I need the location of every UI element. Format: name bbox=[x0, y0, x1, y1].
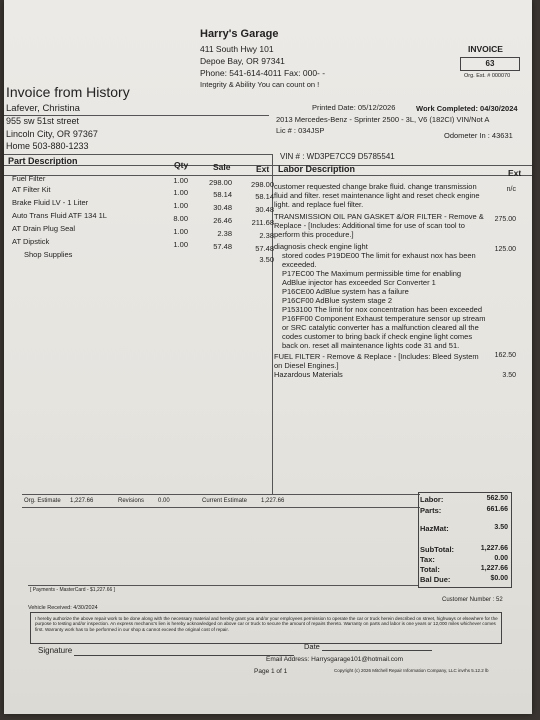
customer-number: Customer Number : 52 bbox=[442, 597, 503, 603]
part-desc-1: AT Filter Kit bbox=[12, 185, 51, 194]
part-desc-3: Auto Trans Fluid ATF 134 1L bbox=[12, 211, 107, 220]
page-title: Invoice from History bbox=[6, 84, 130, 100]
revisions-label: Revisions bbox=[118, 498, 145, 504]
total-value-bal-due: $0.00 bbox=[490, 575, 508, 582]
part-ext-4: 2.38 bbox=[259, 231, 274, 240]
part-ext-0: 298.00 bbox=[251, 180, 274, 189]
total-value-labor: 562.50 bbox=[486, 495, 508, 502]
revisions-value: 0.00 bbox=[158, 498, 170, 504]
part-qty-1: 1.00 bbox=[173, 188, 188, 197]
labor-line-8: P16FF00 Component Exhaust temperature sensor up stream or SRC catalytic converter has a malfunction cleared all the codes customer to bring back if check engine light comes back on. reset all maintenance lights code 31 and 51. bbox=[282, 314, 486, 350]
shop-phone: Phone: 541-614-4011 Fax: 000- - bbox=[200, 68, 326, 78]
total-value-hazmat: 3.50 bbox=[494, 524, 508, 531]
customer-city: Lincoln City, OR 97367 bbox=[6, 129, 98, 139]
total-label-hazmat: HazMat: bbox=[420, 524, 449, 533]
total-label-bal-due: Bal Due: bbox=[420, 575, 451, 584]
labor-line-4: P17EC00 The Maximum permissible time for enabling AdBlue injector has exceeded Scr Converter 1 bbox=[282, 269, 462, 287]
labor-line-1: TRANSMISSION OIL PAN GASKET &/OR FILTER - Remove & Replace - [Includes: Additional time for use of scan tool to perform this procedure.] bbox=[274, 212, 484, 239]
vehicle-odometer: Odometer In : 43631 bbox=[444, 131, 513, 140]
labor-amount-9: 162.50 bbox=[494, 352, 516, 359]
labor-line-9: FUEL FILTER - Remove & Replace - [Includes: Bleed System on Diesel Engines.] bbox=[274, 352, 479, 370]
part-sale-1: 58.14 bbox=[213, 190, 232, 199]
labor-line-6: P16CF00 AdBlue system stage 2 bbox=[282, 296, 393, 305]
vehicle-description: 2013 Mercedes-Benz - Sprinter 2500 - 3L, V6 (182CI) VIN/Not A bbox=[276, 115, 490, 124]
shop-address2: Depoe Bay, OR 97341 bbox=[200, 56, 285, 66]
part-ext-3: 211.68 bbox=[251, 218, 274, 227]
authorization-text: I hereby authorize the above repair work to be done along with the necessary material and hereby grant you and/or your employees permission to operate the car or truck herein described on street, highways or elsewhere for the purpose to testing and/or inspection. An express mechanic's lien is hereby acknowledged on above car or truck to secure the amount of repairs thereto. Warranty on parts and labor is one years or 12,000 miles whichever comes first. Warranty work has to be performed in our shop & cannot exceed the original cost of repair. bbox=[35, 616, 498, 632]
payments-line bbox=[28, 585, 418, 586]
estimate-bottom-line bbox=[22, 507, 420, 508]
payments-text: [ Payments - MasterCard - $1,227.66 ] bbox=[30, 587, 116, 593]
part-ext-1: 58.14 bbox=[255, 192, 274, 201]
shop-name: Harry's Garage bbox=[200, 28, 279, 40]
invoice-label: INVOICE bbox=[468, 44, 503, 54]
copyright: Copyright (c) 2026 Mitchell Repair Information Company, LLC invrhs 5.12.2 lb bbox=[334, 668, 489, 673]
total-label-subtotal: SubTotal: bbox=[420, 545, 455, 554]
part-ext-5: 57.48 bbox=[255, 244, 274, 253]
labor-line-5: P16CE00 AdBlue system has a failure bbox=[282, 287, 409, 296]
vehicle-vin: VIN # : WD3PE7CC9 D5785541 bbox=[280, 152, 395, 161]
shop-email: Email Address: Harrysgarage101@hotmail.com bbox=[266, 656, 404, 663]
labor-line-2: diagnosis check engine light bbox=[274, 242, 368, 251]
header-bottom-line bbox=[4, 175, 532, 176]
total-value-subtotal: 1,227.66 bbox=[480, 545, 508, 552]
labor-amount-10: 3.50 bbox=[502, 372, 516, 379]
total-value-tax: 0.00 bbox=[494, 555, 508, 562]
part-desc-5: AT Dipstick bbox=[12, 237, 50, 246]
customer-street: 955 sw 51st street bbox=[6, 116, 80, 126]
invoice-number: 63 bbox=[460, 57, 520, 71]
part-qty-5: 1.00 bbox=[173, 240, 188, 249]
customer-name: Lafever, Christina bbox=[6, 103, 80, 114]
printed-date: Printed Date: 05/12/2026 bbox=[312, 103, 396, 112]
part-sale-3: 26.46 bbox=[213, 216, 232, 225]
current-estimate-value: 1,227.66 bbox=[261, 498, 285, 504]
date-line[interactable] bbox=[322, 650, 432, 651]
part-qty-4: 1.00 bbox=[173, 227, 188, 236]
vehicle-lic: Lic # : 034JSP bbox=[276, 126, 325, 135]
part-desc-0: Fuel Filter bbox=[12, 174, 46, 183]
total-value-total: 1,227.66 bbox=[480, 565, 508, 572]
total-label-tax: Tax: bbox=[420, 555, 435, 564]
labor-line-7: P153100 The limit for nox concentration has been exceeded bbox=[282, 305, 482, 314]
part-sale-2: 30.48 bbox=[213, 203, 232, 212]
customer-phone: Home 503-880-1233 bbox=[6, 141, 89, 151]
signature-line[interactable] bbox=[74, 655, 294, 656]
invoice-paper bbox=[4, 0, 532, 714]
labor-line-0: customer requested change brake fluid. change transmission fluid and filter. reset maintenance light and reset check engine light. and replace fuel filter. bbox=[274, 182, 480, 209]
parts-header-ext: Ext bbox=[256, 164, 270, 174]
part-qty-3: 8.00 bbox=[173, 214, 188, 223]
part-qty-2: 1.00 bbox=[173, 201, 188, 210]
parts-header-qty: Qty bbox=[174, 160, 189, 170]
page-number: Page 1 of 1 bbox=[254, 668, 288, 675]
vehicle-received: Vehicle Received: 4/30/2024 bbox=[28, 605, 98, 611]
current-estimate-label: Current Estimate bbox=[202, 498, 248, 504]
authorization-box bbox=[30, 612, 502, 644]
labor-header-ext: Ext bbox=[508, 168, 522, 178]
labor-amount-1: 275.00 bbox=[494, 216, 516, 223]
part-sale-4: 2.38 bbox=[217, 229, 232, 238]
org-estimate-value: 1,227.66 bbox=[70, 498, 94, 504]
parts-header-part: Part Description bbox=[8, 156, 78, 166]
part-desc-4: AT Drain Plug Seal bbox=[12, 224, 76, 233]
part-desc-2: Brake Fluid LV - 1 Liter bbox=[12, 198, 89, 207]
total-label-total: Total: bbox=[420, 565, 440, 574]
org-est-number: Org. Est. # 000070 bbox=[464, 73, 511, 79]
part-qty-0: 1.00 bbox=[173, 176, 188, 185]
part-ext-2: 30.48 bbox=[255, 205, 274, 214]
labor-amount-0: n/c bbox=[506, 186, 516, 193]
signature-label: Signature bbox=[38, 646, 73, 655]
work-completed: Work Completed: 04/30/2024 bbox=[416, 104, 518, 113]
labor-line-3: stored codes P19DE00 The limit for exhaust nox has been exceeded. bbox=[282, 251, 476, 269]
part-sale-0: 298.00 bbox=[209, 178, 232, 187]
shop-address1: 411 South Hwy 101 bbox=[200, 44, 274, 54]
parts-header-sale: Sale bbox=[213, 162, 231, 172]
date-label: Date bbox=[304, 642, 320, 651]
labor-line-10: Hazardous Materials bbox=[274, 370, 343, 379]
shop-tagline: Integrity & Ability You can count on ! bbox=[200, 80, 320, 89]
org-estimate-label: Org. Estimate bbox=[24, 498, 61, 504]
estimate-top-line bbox=[22, 494, 420, 495]
total-label-labor: Labor: bbox=[420, 495, 444, 504]
total-label-parts: Parts: bbox=[420, 506, 442, 515]
total-value-parts: 661.66 bbox=[486, 506, 508, 513]
part-ext-6: 3.50 bbox=[259, 255, 274, 264]
labor-header-desc: Labor Description bbox=[278, 164, 356, 174]
labor-amount-2: 125.00 bbox=[494, 246, 516, 253]
parts-header-top bbox=[4, 154, 272, 155]
part-sale-5: 57.48 bbox=[213, 242, 232, 251]
part-desc-6: Shop Supplies bbox=[24, 250, 73, 259]
